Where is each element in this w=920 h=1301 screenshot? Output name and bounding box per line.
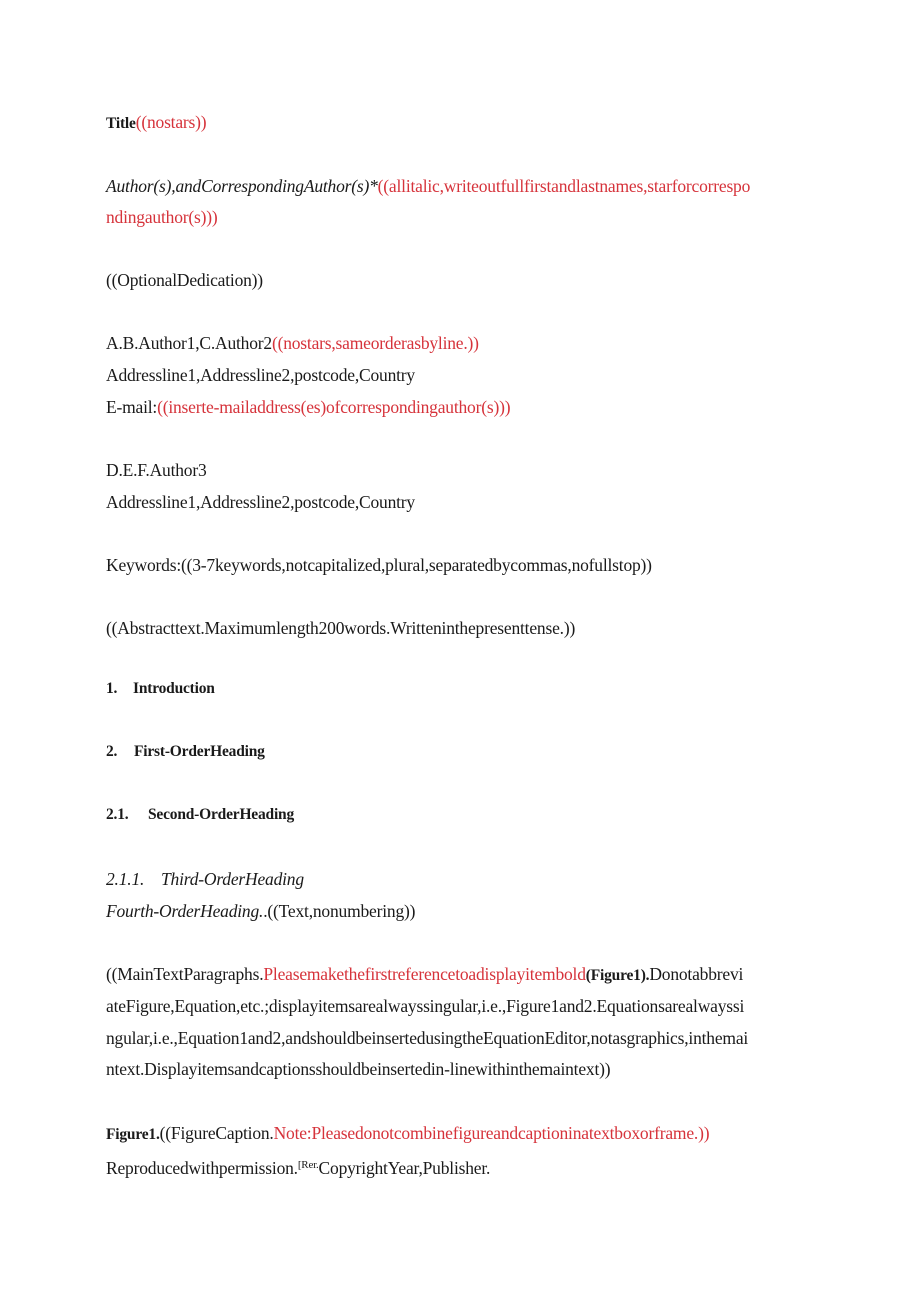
email-label: E-mail: (106, 397, 158, 417)
affiliation1-names: A.B.Author1,C.Author2 (106, 333, 272, 353)
title-line (106, 111, 206, 135)
heading-second-order (106, 804, 294, 826)
heading-note: .((Text,nonumbering)) (263, 901, 416, 921)
heading-fourth-order (106, 900, 415, 922)
email-note: ((inserte-mailaddress(es)ofcorrespondingauthor(s))) (157, 397, 511, 417)
figure-reference: (Figure1). (585, 967, 650, 984)
heading-text: Fourth-OrderHeading. (106, 901, 264, 921)
authors-line (106, 175, 750, 197)
heading-number: 1. (106, 680, 118, 697)
title-label: Title (106, 115, 136, 132)
affiliation1-names-line (106, 332, 479, 354)
heading-text: Third-OrderHeading (161, 869, 304, 889)
copyright-text: CopyrightYear,Publisher. (318, 1158, 491, 1178)
abstract: ((Abstracttext.Maximumlength200words.Writteninthepresenttense.)) (106, 618, 576, 638)
main-text-line-2: ateFigure,Equation,etc.;displayitemsarealwayssingular,i.e.,Figure1and2.Equationsarealwayssi (106, 996, 745, 1016)
authors-note-continued: ndingauthor(s))) (106, 207, 218, 227)
heading-introduction (106, 678, 215, 700)
email-line (106, 396, 510, 418)
authors-text: Author(s),andCorrespondingAuthor(s)* (106, 176, 378, 196)
main-text-line-1 (106, 963, 743, 987)
affiliation2-names: D.E.F.Author3 (106, 460, 207, 480)
heading-number: 2.1. (106, 806, 129, 823)
figure-credit-line (106, 1154, 490, 1179)
affiliation1-address: Addressline1,Addressline2,postcode,Country (106, 365, 415, 385)
keywords: Keywords:((3-7keywords,notcapitalized,plural,separatedbycommas,nofullstop)) (106, 555, 652, 575)
affiliation2-address: Addressline1,Addressline2,postcode,Country (106, 492, 415, 512)
main-text-end: Donotabbrevi (649, 964, 744, 984)
reproduced-text: Reproducedwithpermission. (106, 1158, 298, 1178)
heading-text: First-OrderHeading (134, 743, 265, 760)
heading-third-order (106, 868, 304, 890)
figure-caption-start: ((FigureCaption. (159, 1123, 274, 1143)
authors-note: ((allitalic,writeoutfullfirstandlastnames,starforcorrespo (377, 176, 751, 196)
title-note: ((nostars)) (135, 112, 207, 132)
main-text-note: Pleasemakethefirstreferencetoadisplayitembold (263, 964, 586, 984)
affiliation1-note: ((nostars,sameorderasbyline.)) (271, 333, 479, 353)
figure-caption-line (106, 1122, 709, 1146)
figure-caption-note: Note:Pleasedonotcombinefigureandcaptioninatextboxorframe.)) (273, 1123, 710, 1143)
main-text-start: ((MainTextParagraphs. (106, 964, 264, 984)
main-text-line-3: ngular,i.e.,Equation1and2,andshouldbeinsertedusingtheEquationEditor,notasgraphics,inthemai (106, 1028, 749, 1048)
heading-text: Introduction (133, 680, 215, 697)
figure-label: Figure1. (106, 1126, 160, 1143)
heading-number: 2.1.1. (106, 869, 145, 889)
main-text-line-4: ntext.Displayitemsandcaptionsshouldbeinsertedin-linewithinthemaintext)) (106, 1059, 611, 1079)
heading-first-order (106, 741, 265, 763)
reference-superscript: [Rer. (297, 1159, 319, 1171)
heading-text: Second-OrderHeading (148, 806, 295, 823)
dedication: ((OptionalDedication)) (106, 270, 263, 290)
heading-number: 2. (106, 743, 118, 760)
